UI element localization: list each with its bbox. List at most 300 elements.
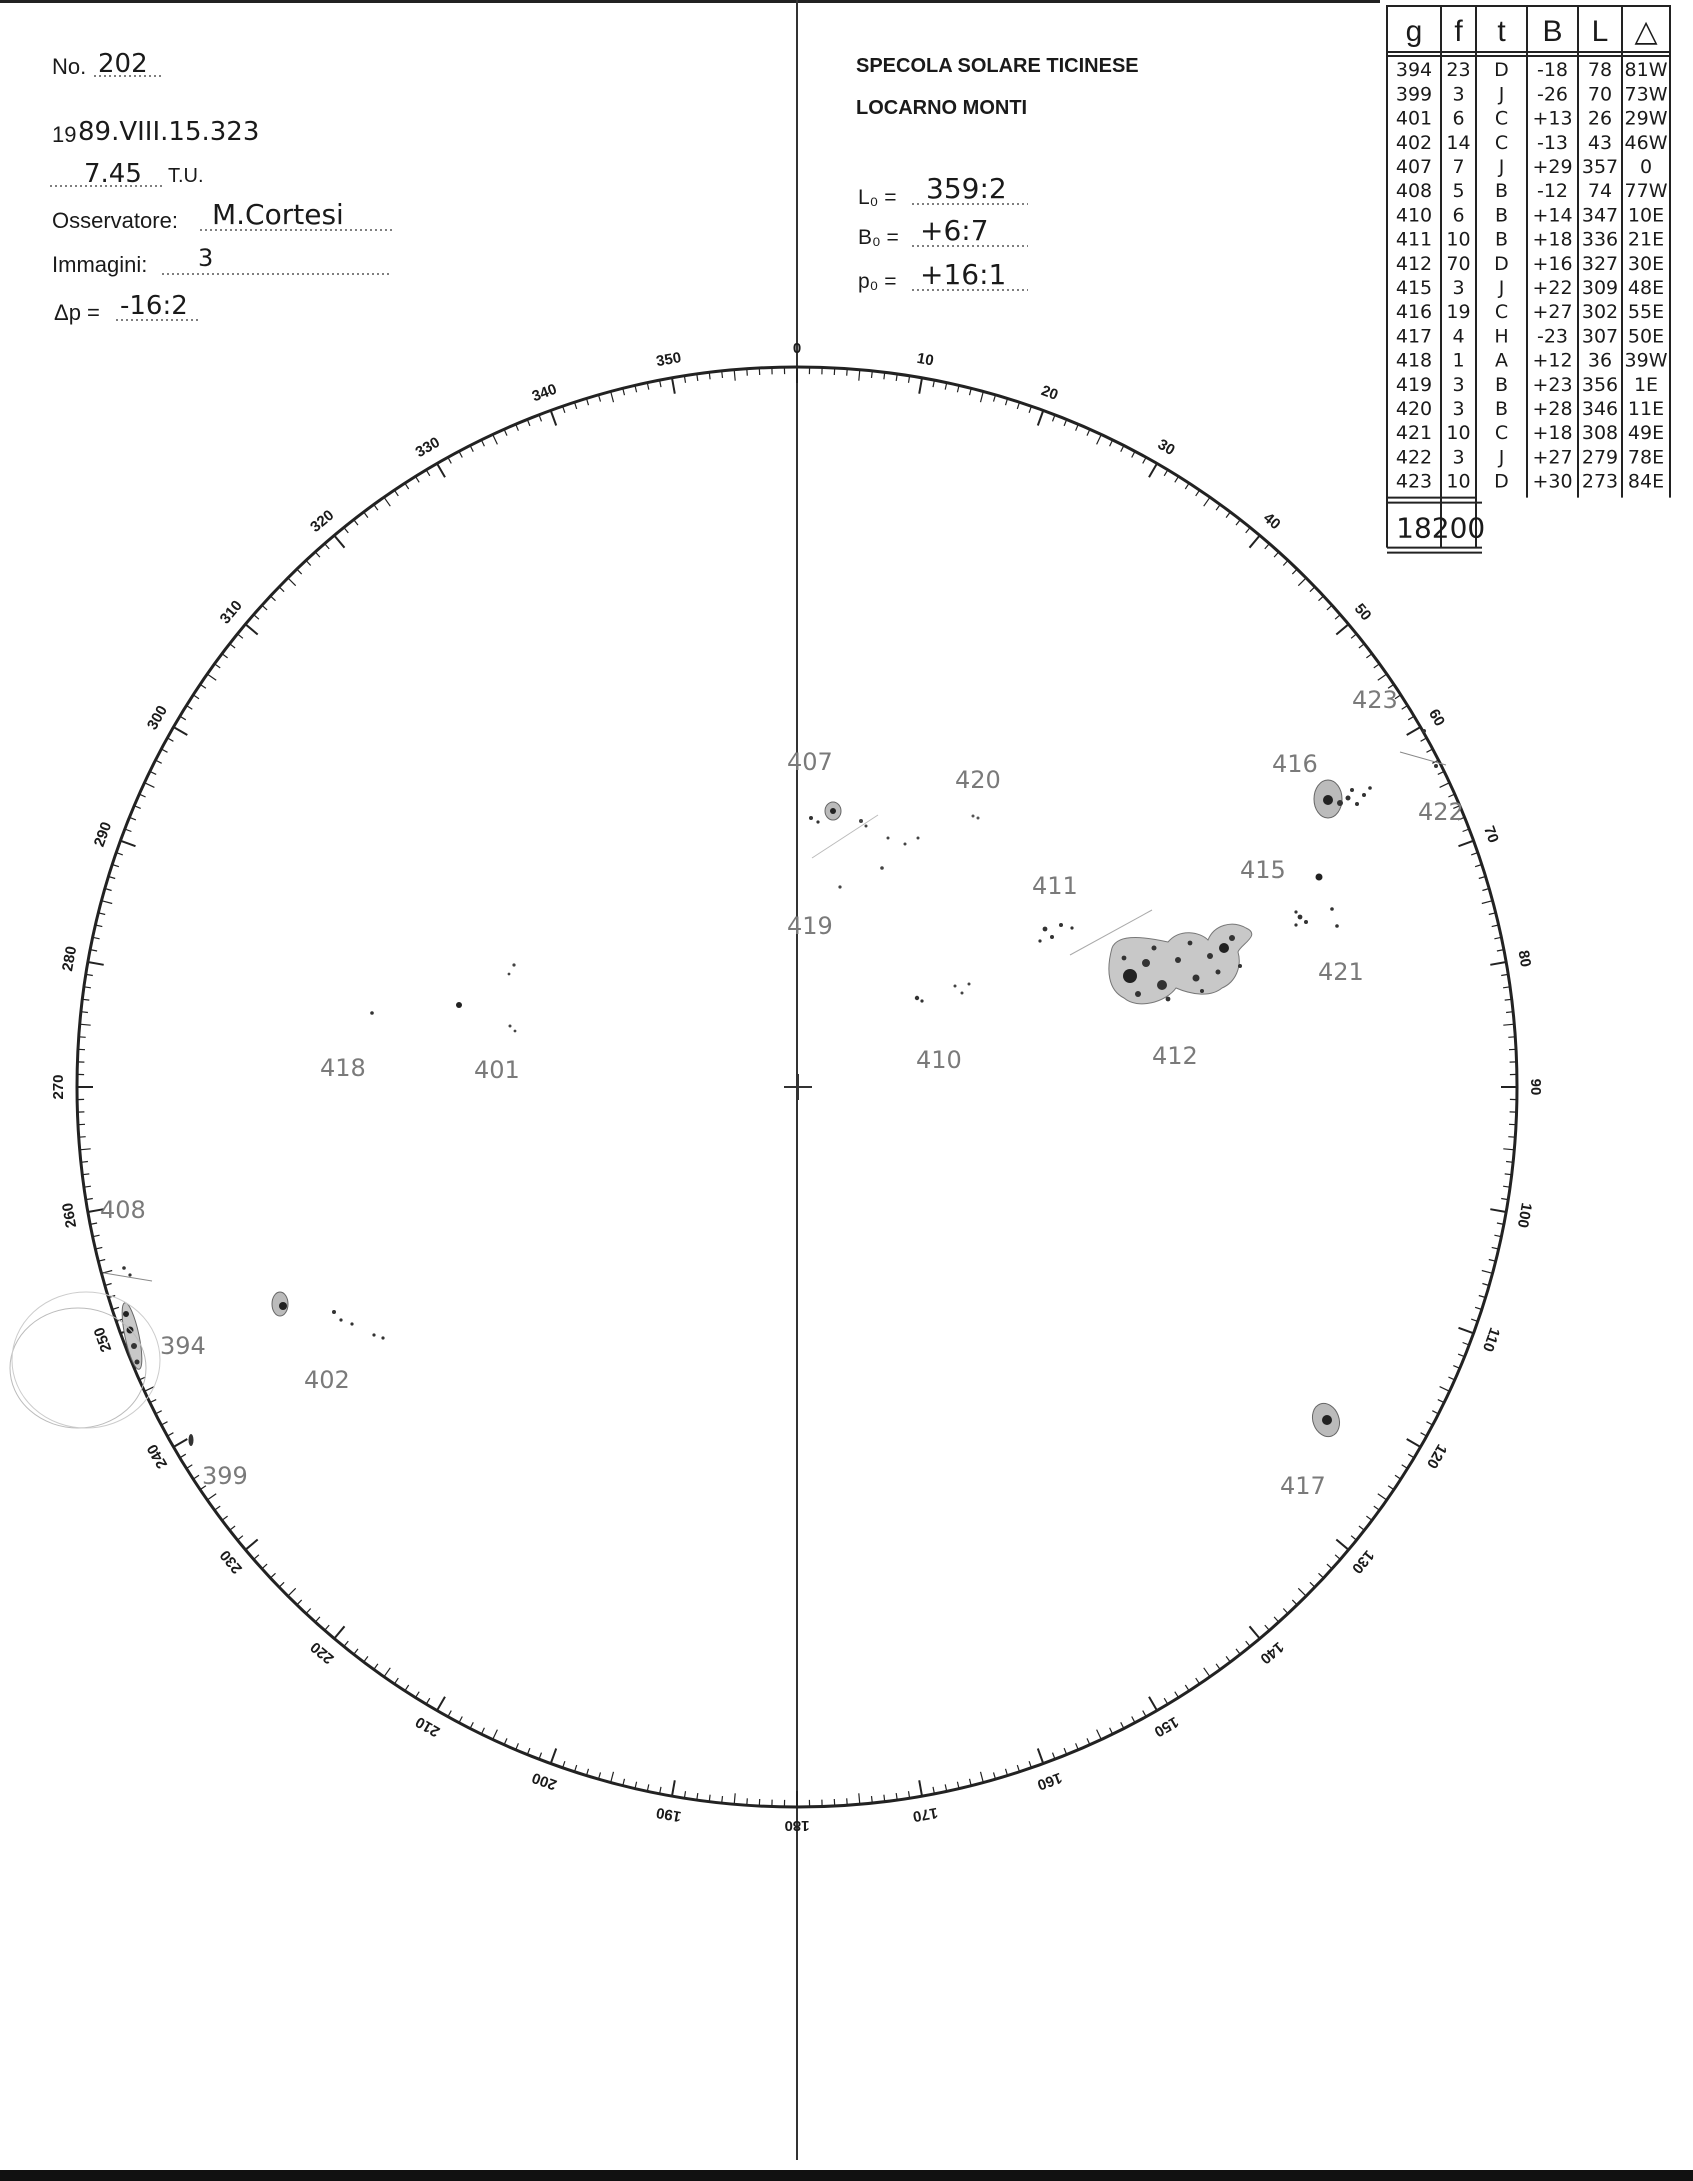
limb-degree-label-270: 270 [49, 1074, 67, 1100]
limb-tick [1283, 1609, 1288, 1614]
limb-tick [88, 962, 104, 965]
limb-tick [354, 520, 358, 526]
table-cell: 394 [1395, 59, 1433, 82]
bottom-border [0, 2170, 1693, 2181]
observer-label: Osservatore: [52, 208, 178, 233]
limb-tick [1490, 962, 1506, 965]
limb-tick [145, 783, 155, 788]
limb-degree-label-330: 330 [412, 433, 443, 462]
limb-tick [1143, 1711, 1146, 1717]
group-label-423: 423 [1352, 686, 1398, 714]
limb-tick [919, 378, 922, 394]
limb-tick [1292, 569, 1297, 574]
images-label: Immagini: [52, 252, 148, 277]
limb-tick [325, 544, 330, 549]
limb-tick [364, 1656, 368, 1662]
group-label-422: 422 [1418, 798, 1464, 826]
table-cell: B [1494, 180, 1509, 203]
limb-tick [297, 569, 302, 574]
limb-tick [1216, 1664, 1220, 1670]
table-header-B: B [1542, 15, 1563, 48]
limb-tick [847, 1798, 848, 1805]
limb-tick [325, 1625, 330, 1630]
limb-tick [80, 1024, 91, 1025]
table-cell: +18 [1532, 228, 1573, 251]
limb-tick [1351, 634, 1356, 638]
table-cell: 0 [1639, 156, 1653, 178]
table-cell: D [1494, 59, 1509, 82]
limb-tick [254, 1555, 259, 1560]
limb-tick [1388, 1486, 1394, 1490]
table-cell: 418 [1395, 349, 1433, 372]
limb-tick [405, 1685, 409, 1691]
limb-tick [1359, 1526, 1365, 1530]
limb-degree-label-230: 230 [216, 1546, 246, 1577]
table-cell: -23 [1536, 325, 1569, 348]
table-cell: +23 [1532, 373, 1573, 396]
group-label-421: 421 [1318, 958, 1364, 986]
limb-tick [493, 435, 498, 445]
limb-tick [297, 1600, 302, 1605]
limb-tick [254, 615, 259, 620]
limb-tick [384, 1668, 390, 1677]
limb-tick [174, 727, 188, 735]
limb-tick [186, 706, 192, 710]
limb-tick [315, 1617, 320, 1622]
table-cell: A [1495, 349, 1508, 372]
limb-tick [1292, 1600, 1297, 1605]
limb-tick [262, 605, 267, 610]
limb-degree-label-350: 350 [654, 349, 683, 371]
sunspot-416 [1314, 780, 1372, 818]
table-cell: B [1494, 204, 1509, 227]
limb-tick [1196, 1678, 1200, 1684]
no-label: No. [52, 54, 87, 79]
limb-tick [611, 1772, 614, 1783]
table-cell: 5 [1452, 180, 1465, 203]
table-cell: 21E [1627, 228, 1665, 251]
table-cell: B [1494, 228, 1509, 251]
limb-tick [1407, 1439, 1421, 1447]
limb-tick [1226, 1656, 1230, 1662]
table-total-spots: 200 [1431, 511, 1486, 545]
limb-tick [344, 1641, 348, 1646]
group-label-399: 399 [202, 1462, 248, 1490]
table-cell: 10E [1627, 204, 1665, 227]
table-cell: J [1498, 83, 1505, 106]
limb-tick [180, 1454, 186, 1458]
table-cell: 77W [1624, 180, 1668, 203]
limb-tick [859, 370, 860, 381]
limb-tick [1482, 1271, 1493, 1274]
table-cell: 273 [1581, 470, 1619, 493]
limb-tick [215, 664, 221, 668]
table-cell: 307 [1581, 325, 1619, 348]
limb-tick [1310, 587, 1315, 592]
table-cell: 1E [1633, 373, 1659, 396]
limb-tick [1274, 1617, 1279, 1622]
limb-tick [1175, 1692, 1179, 1698]
limb-tick [734, 1793, 735, 1804]
limb-tick [1110, 1728, 1113, 1734]
limb-tick [1440, 1387, 1450, 1392]
limb-degree-label-70: 70 [1480, 823, 1502, 846]
table-cell: 39W [1624, 349, 1668, 372]
observer-value: M.Cortesi [212, 198, 344, 231]
table-cell: B [1494, 398, 1509, 420]
limb-tick [1236, 520, 1240, 526]
limb-degree-label-120: 120 [1422, 1441, 1451, 1472]
limb-tick [448, 1711, 451, 1717]
group-label-407: 407 [787, 748, 833, 776]
limb-tick [1374, 664, 1380, 668]
limb-degree-label-10: 10 [915, 349, 935, 370]
limb-tick [981, 1772, 984, 1783]
images-value: 3 [198, 244, 214, 272]
sunspot-423 [1422, 729, 1426, 733]
limb-degree-label-200: 200 [529, 1768, 560, 1794]
header-block [50, 49, 392, 325]
no-value: 202 [98, 49, 148, 79]
limb-tick [207, 1494, 216, 1500]
limb-tick [1250, 535, 1260, 547]
b0-value: +6:7 [920, 214, 989, 247]
table-cell: D [1494, 252, 1509, 275]
group-label-419: 419 [787, 912, 833, 940]
limb-tick [1482, 901, 1493, 904]
table-cell: 78E [1627, 446, 1665, 469]
table-cell: 6 [1452, 204, 1465, 227]
limb-tick [1438, 771, 1444, 774]
limb-degree-label-340: 340 [529, 380, 560, 406]
limb-degree-label-290: 290 [90, 819, 116, 850]
limb-tick [1378, 674, 1387, 680]
limb-tick [1185, 483, 1189, 489]
limb-degree-label-190: 190 [654, 1803, 683, 1825]
limb-tick [1310, 1582, 1315, 1587]
table-cell: 23 [1446, 59, 1471, 82]
limb-tick [279, 1582, 284, 1587]
limb-tick [1121, 446, 1124, 452]
table-cell: -13 [1536, 131, 1569, 154]
sunspot-399 [189, 1434, 194, 1446]
limb-degree-label-0: 0 [792, 339, 802, 357]
date-prefix: 19 [52, 122, 77, 147]
limb-tick [1265, 1625, 1270, 1630]
limb-tick [551, 410, 557, 425]
limb-tick [1503, 1149, 1514, 1150]
limb-tick [279, 587, 284, 592]
table-cell: 70 [1446, 252, 1471, 275]
limb-degree-label-280: 280 [59, 944, 81, 973]
limb-tick [150, 1400, 156, 1403]
limb-tick [1366, 654, 1372, 658]
limb-tick [156, 760, 162, 763]
p0-value: +16:1 [920, 258, 1007, 291]
limb-tick [120, 841, 135, 847]
limb-tick [215, 1506, 221, 1510]
limb-tick [1366, 1516, 1372, 1520]
limb-tick [1335, 615, 1340, 620]
limb-tick [167, 738, 173, 741]
table-cell: 309 [1581, 277, 1619, 299]
group-label-416: 416 [1272, 750, 1318, 778]
group-label-408: 408 [100, 1196, 146, 1224]
sunspot-group-table [1387, 6, 1670, 553]
limb-tick [1149, 464, 1157, 478]
table-cell: 401 [1395, 107, 1433, 130]
sunspot-411 [1038, 923, 1073, 943]
limb-tick [672, 1780, 675, 1796]
limb-tick [1185, 1685, 1189, 1691]
table-cell: H [1494, 325, 1509, 348]
table-header-box [1387, 6, 1670, 52]
limb-tick [493, 1730, 498, 1740]
limb-degree-label-170: 170 [911, 1803, 940, 1825]
limb-tick [1503, 1024, 1514, 1025]
sunspot-417 [1308, 1400, 1344, 1441]
limb-tick [1196, 490, 1200, 496]
limb-tick [1459, 841, 1474, 847]
table-cell: 70 [1587, 83, 1613, 106]
table-cell: 416 [1395, 301, 1433, 324]
sunspot-410 [915, 983, 971, 1003]
limb-tick [1374, 1506, 1380, 1510]
limb-tick [102, 1271, 113, 1274]
limb-tick [1038, 1749, 1044, 1764]
limb-tick [1395, 1475, 1401, 1479]
table-cell: 50E [1627, 325, 1665, 348]
table-cell: 36 [1587, 349, 1613, 372]
table-cell: 357 [1581, 156, 1619, 178]
limb-tick [1427, 1422, 1433, 1425]
limb-tick [354, 1649, 358, 1655]
limb-tick [1216, 505, 1220, 511]
sunspot-422 [1434, 764, 1438, 768]
limb-tick [1097, 1730, 1102, 1740]
sunspot-412 [1109, 924, 1252, 1004]
date-value: 89.VIII.15.323 [78, 117, 260, 147]
limb-tick [1319, 1573, 1324, 1578]
limb-tick [551, 1749, 557, 1764]
table-cell: 11E [1627, 398, 1665, 420]
b0-label: B₀ = [858, 226, 899, 249]
limb-tick [1038, 410, 1044, 425]
limb-tick [1408, 716, 1414, 720]
table-cell: 4 [1452, 325, 1465, 348]
limb-tick [481, 1728, 484, 1734]
limb-tick [470, 1722, 473, 1728]
limb-tick [1327, 1564, 1332, 1569]
table-cell: 26 [1587, 107, 1613, 130]
limb-tick [186, 1465, 192, 1469]
table-cell: -18 [1536, 59, 1569, 82]
table-cell: +27 [1532, 301, 1573, 324]
group-label-401: 401 [474, 1056, 520, 1084]
table-cell: 10 [1446, 228, 1471, 251]
limb-tick [481, 440, 484, 446]
limb-tick [238, 1536, 243, 1540]
group-label-411: 411 [1032, 872, 1078, 900]
table-cell: C [1494, 301, 1509, 324]
table-cell: 411 [1395, 228, 1433, 251]
table-cell: 29W [1624, 107, 1668, 130]
limb-tick [334, 535, 344, 547]
limb-tick [1246, 1641, 1250, 1646]
limb-tick [747, 1798, 748, 1805]
group-label-418: 418 [320, 1054, 366, 1082]
limb-tick [709, 372, 710, 379]
limb-tick [193, 695, 199, 699]
limb-tick [156, 1411, 162, 1414]
limb-tick [238, 634, 243, 638]
limb-tick [872, 371, 873, 378]
sunspot-421 [1294, 907, 1338, 928]
limb-tick [1506, 1162, 1513, 1163]
limb-tick [180, 716, 186, 720]
limb-tick [1490, 1209, 1506, 1212]
limb-tick [167, 1433, 173, 1436]
table-cell: 347 [1581, 204, 1619, 227]
limb-degree-label-140: 140 [1256, 1638, 1287, 1668]
limb-tick [884, 1795, 885, 1802]
table-cell: 327 [1581, 252, 1619, 275]
time-value: 7.45 [84, 159, 142, 189]
limb-tick [262, 1564, 267, 1569]
table-header-g: g [1405, 15, 1423, 48]
limb-tick [394, 1678, 398, 1684]
l0-value: 359:2 [926, 172, 1007, 205]
table-cell: 420 [1395, 398, 1433, 420]
limb-tick [981, 392, 984, 403]
limb-tick [611, 392, 614, 403]
table-cell: +18 [1532, 422, 1573, 445]
limb-tick [1359, 644, 1365, 648]
limb-tick [1204, 497, 1210, 506]
table-cell: +27 [1532, 446, 1573, 469]
limb-tick [344, 528, 348, 533]
limb-degree-label-300: 300 [143, 702, 172, 733]
limb-tick [1336, 624, 1348, 634]
table-cell: +16 [1532, 252, 1573, 275]
limb-tick [1204, 1668, 1210, 1677]
sunspot-drawings [10, 729, 1446, 1446]
limb-tick [200, 684, 206, 688]
limb-degree-label-90: 90 [1527, 1078, 1545, 1096]
limb-degree-label-60: 60 [1425, 706, 1449, 730]
group-label-412: 412 [1152, 1042, 1198, 1070]
sunspot-415 [1316, 874, 1323, 881]
group-label-420: 420 [955, 766, 1001, 794]
limb-tick [193, 1475, 199, 1479]
limb-tick [872, 1796, 873, 1803]
table-cell: 419 [1395, 373, 1433, 396]
table-header-L: L [1591, 15, 1609, 48]
limb-tick [1505, 1174, 1512, 1175]
limb-tick [174, 1439, 188, 1447]
table-cell: 30E [1627, 252, 1665, 275]
group-label-410: 410 [916, 1046, 962, 1074]
limb-tick [315, 552, 320, 557]
table-cell: 84E [1627, 470, 1665, 493]
limb-tick [747, 369, 748, 376]
table-cell: 412 [1395, 252, 1433, 275]
limb-tick [1508, 1037, 1515, 1038]
limb-tick [1298, 578, 1306, 586]
table-cell: 346 [1581, 398, 1619, 420]
limb-degree-label-20: 20 [1038, 382, 1061, 404]
table-cell: 415 [1395, 277, 1433, 299]
limb-degree-label-40: 40 [1259, 509, 1284, 534]
table-cell: +12 [1532, 349, 1573, 372]
limb-tick [306, 1609, 311, 1614]
limb-tick [1319, 596, 1324, 601]
table-cell: J [1498, 446, 1505, 469]
limb-tick [288, 578, 296, 586]
limb-tick [1438, 1400, 1444, 1403]
table-cell: 48E [1627, 277, 1665, 299]
limb-tick [81, 1162, 88, 1163]
limb-tick [1427, 749, 1433, 752]
limb-tick [1164, 1698, 1168, 1704]
table-cell: 49E [1627, 422, 1665, 445]
table-cell: 279 [1581, 446, 1619, 469]
limb-tick [1407, 727, 1421, 735]
limb-tick [288, 1588, 296, 1596]
limb-tick [1274, 552, 1279, 557]
limb-tick [437, 1697, 445, 1711]
limb-tick [270, 1573, 275, 1578]
limb-degree-label-80: 80 [1514, 949, 1535, 969]
limb-tick [230, 1526, 236, 1530]
limb-tick [334, 1626, 344, 1638]
limb-tick [1164, 470, 1168, 476]
table-cell: -12 [1536, 180, 1569, 203]
observatory-location: LOCARNO MONTI [856, 97, 1028, 119]
limb-tick [270, 596, 275, 601]
table-cell: 407 [1395, 156, 1433, 178]
limb-tick [1121, 1722, 1124, 1728]
table-cell: 19 [1446, 301, 1471, 324]
table-cell: +22 [1532, 277, 1573, 299]
table-cell: 3 [1452, 83, 1465, 106]
limb-degree-label-250: 250 [90, 1324, 116, 1355]
table-cell: 402 [1395, 131, 1433, 154]
limb-degree-label-30: 30 [1154, 435, 1178, 459]
limb-tick [1408, 1454, 1414, 1458]
table-cell: 356 [1581, 373, 1619, 396]
limb-tick [847, 369, 848, 376]
limb-degree-label-110: 110 [1478, 1325, 1504, 1354]
limb-degree-label-100: 100 [1513, 1201, 1535, 1230]
limb-tick [102, 901, 113, 904]
table-cell: 74 [1587, 180, 1613, 203]
dp-value: -16:2 [120, 291, 188, 321]
limb-tick [150, 771, 156, 774]
table-cell: 73W [1624, 83, 1668, 106]
group-label-402: 402 [304, 1366, 350, 1394]
limb-degree-label-220: 220 [307, 1638, 338, 1668]
limb-tick [459, 451, 462, 457]
limb-tick [384, 497, 390, 506]
table-cell: 3 [1452, 373, 1465, 396]
table-cell: 3 [1452, 398, 1465, 420]
table-cell: 336 [1581, 228, 1619, 251]
limb-tick [1110, 440, 1113, 446]
table-header-delta: △ [1634, 15, 1658, 48]
limb-tick [722, 371, 723, 378]
sunspot-401 [456, 963, 516, 1032]
